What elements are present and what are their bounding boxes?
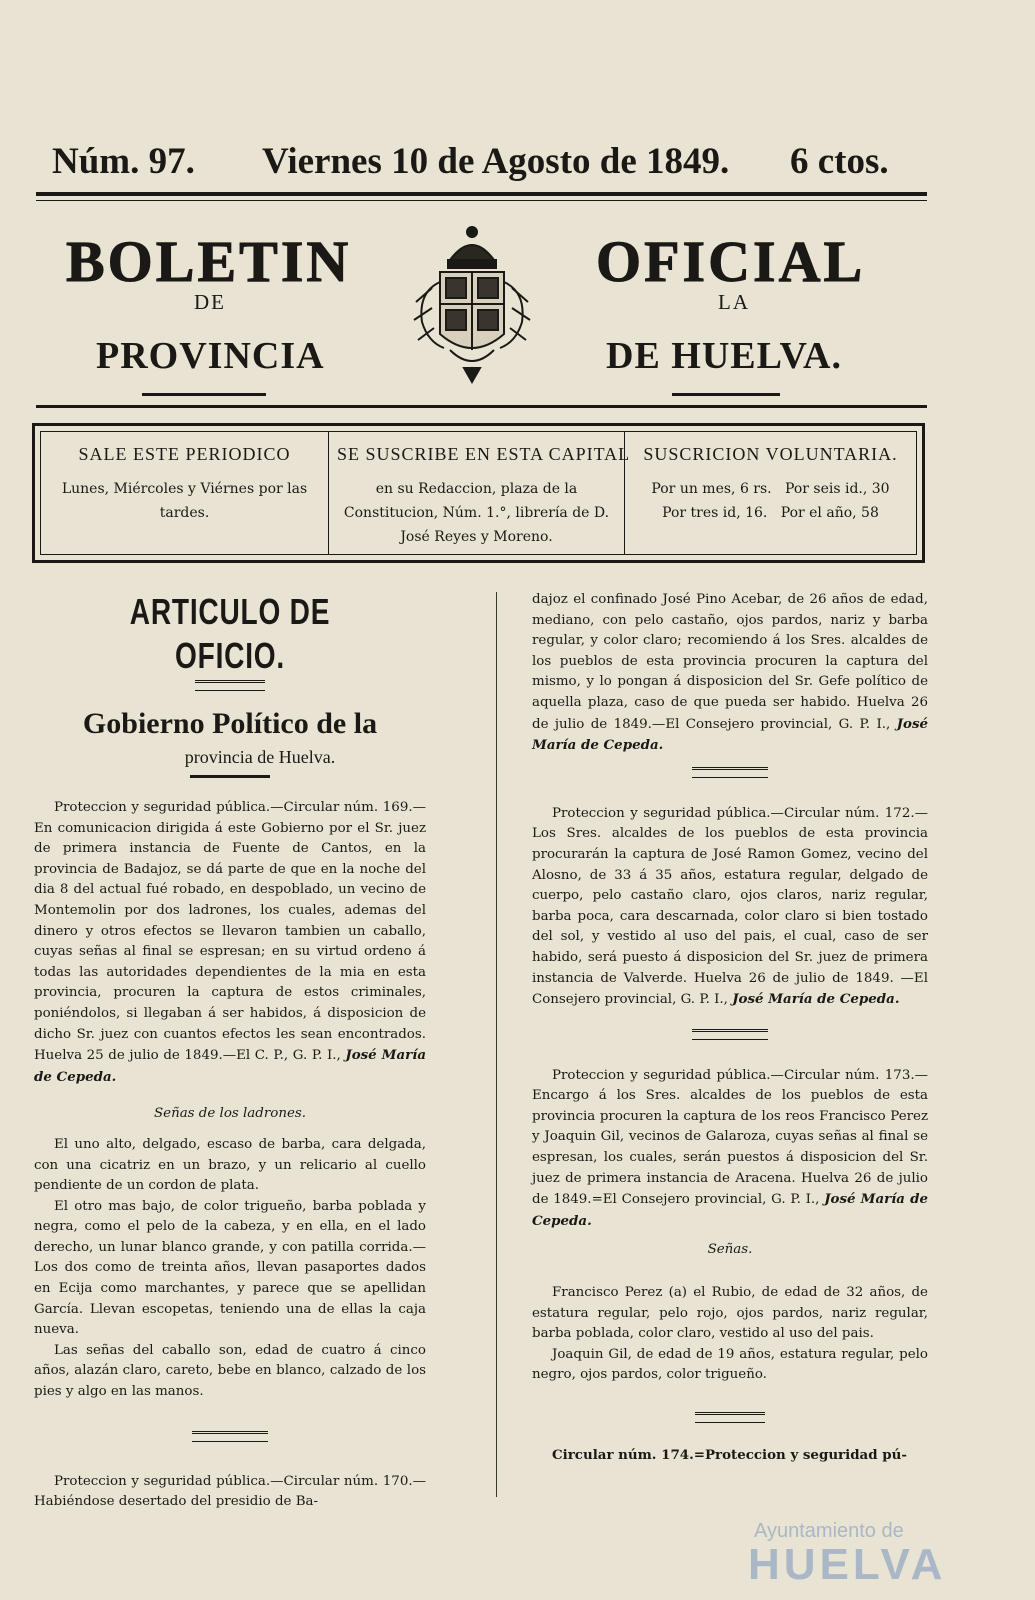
watermark-line2: HUELVA [748,1540,947,1589]
right-column [532,590,928,1466]
circular-170: Proteccion y seguridad pública.—Circular núm. 170.—Habiéndose desertado del presidio de Ba- [34,1473,426,1510]
info-prices-title: SUSCRICION VOLUNTARIA. [643,444,898,464]
senas-title: Señas. [707,1242,753,1258]
info-prices-row2: Por tres id, 16. Por el año, 58 [662,505,879,521]
info-cell-schedule [41,432,328,554]
circular-173-text: Proteccion y seguridad pública.—Circular núm. 173.—Encargo á los Sres. alcaldes de los pueblos de esta provincia procuren la captura de los reos Francisco Perez y Joaquin Gil, vecinos de Galaroza, cuyas señas al final se espresan, los cuales, serán puestos á disposicion del Sr. juez de primera instancia de Aracena. Huelva 26 de julio de 1849.=El Consejero provincial, G. P. I., [532,1067,928,1208]
circular-169 [34,798,426,1088]
info-cell-prices [624,432,916,554]
senas-gil: Joaquin Gil, de edad de 19 años, estatura regular, pelo negro, ojos pardos, color trigueño. [532,1346,928,1383]
senas-caballo: Las señas del caballo son, edad de cuatro á cinco años, alazán claro, careto, bebe en blanco, calzado de los pies y algo en las manos. [34,1342,426,1400]
senas-ladron-1: El uno alto, delgado, escaso de barba, cara delgada, con una cicatriz en un brazo, y un relicario al cuello pendiente de un cordon de plata. [34,1136,426,1194]
circular-174: Circular núm. 174.=Proteccion y seguridad pú- [552,1447,907,1463]
left-column [34,590,426,1513]
issue-date: Viernes 10 de Agosto de 1849. [262,141,730,182]
column-divider [496,592,497,1497]
section-title: ARTICULO DE OFICIO. [129,591,331,676]
watermark [748,1520,946,1588]
info-schedule-text: Lunes, Miércoles y Viérnes por las tardes. [61,481,308,521]
masthead-de-huelva: DE HUELVA. [606,335,842,377]
masthead-de: DE [194,290,226,314]
circular-172-text: Proteccion y seguridad pública.—Circular núm. 172.—Los Sres. alcaldes de los pueblos de esta provincia procurarán la captura de José Ramon Gomez, vecino del Alosno, de 33 á 35 años, estatura regular, delgado de cuerpo, pelo castaño claro, ojos claros, nariz regular, barba poca, cara descarnada, color claro si bien tostado del sol, y vestido al uso del pais, el cual, caso de ser habido, será puesto á disposicion del Sr. juez de primera instancia de Valverde. Huelva 26 de julio de 1849. —El Consejero provincial, G. P. I., [532,805,928,1008]
circular-173-signature: José María de Cepeda. [532,1191,928,1229]
circular-172 [532,804,928,1011]
header-rule-thick [36,192,927,196]
masthead-la: LA [718,290,750,314]
watermark-line1: Ayuntamiento de [754,1520,904,1542]
circular-169-signature: José María de Cepeda. [34,1047,426,1085]
subscription-box-inner [40,431,917,555]
issue-number: Núm. 97. [52,141,195,182]
gov-title: Gobierno Político de la [82,707,378,740]
masthead-boletin: BOLETIN [66,229,352,294]
issue-price: 6 ctos. [790,141,889,182]
info-subscribe-title: SE SUSCRIBE EN ESTA CAPITAL [337,444,631,464]
ornament [692,767,768,778]
info-cell-subscribe [328,432,631,554]
senas-perez: Francisco Perez (a) el Rubio, de edad de 32 años, de estatura regular, pelo rojo, ojos pardos, nariz regular, barba poblada, color claro, vestido al uso del pais. [532,1285,928,1342]
circular-170-cont [532,590,928,757]
ornament [190,775,270,780]
coat-of-arms-icon [410,222,534,390]
masthead-underbar-left [142,393,266,396]
gov-subtitle: provincia de Huelva. [184,747,336,767]
ornament [692,1029,768,1040]
circular-170-signature: José María de Cepeda. [532,715,928,754]
info-prices-row1: Por un mes, 6 rs. Por seis id., 30 [651,481,890,497]
ornament [195,680,265,691]
info-schedule-title: SALE ESTE PERIODICO [78,444,291,464]
circular-173 [532,1066,928,1233]
circular-169-text: Proteccion y seguridad pública.—Circular núm. 169.—En comunicacion dirigida á este Gobierno por el Sr. juez de primera instancia de Fuente de Cantos, en la provincia de Badajoz, se dá parte de que en la noche del dia 8 del actual fué robado, en despoblado, un vecino de Montemolin por dos ladrones, los cuales, ademas del dinero y otros efectos se llevaron tambien un caballo, cuyas señas al final se espresan; en su virtud ordeno á todas las autoridades dependientes de la mia en esta provincia, procuren la captura de estos criminales, poniéndolos, si llegaban á ser habidos, á disposicion de dicho Sr. juez con cuantos efectos les sean encontrados. Huelva 25 de julio de 1849.—El C. P., G. P. I., [34,800,426,1064]
senas-ladrones-title: Señas de los ladrones. [153,1106,307,1122]
circular-172-signature: José María de Cepeda. [732,991,900,1008]
masthead-underbar-right [672,393,780,396]
senas-ladron-2: El otro mas bajo, de color trigueño, barba poblada y negra, como el pelo de la cabeza, y en ella, en el lado derecho, un lunar blanco grande, y con patilla corrida.—Los dos como de treinta años, llevan pasaportes dados en Ecija como marchantes, y parece que se apellidan García. Llevan escopetas, teniendo una de ellas la caja nueva. [34,1198,426,1338]
ornament [695,1412,765,1423]
masthead-oficial: OFICIAL [596,229,866,294]
ornament [192,1431,268,1442]
masthead-rule [36,405,927,408]
header-rule-thin [36,200,927,201]
circular-170-text: dajoz el confinado José Pino Acebar, de 26 años de edad, mediano, con pelo castaño, ojos pardos, nariz y barba regular, y color claro; recomiendo á los Sres. alcaldes de los pueblos de esta provincia procuren la captura del mismo, y lo pongan á disposicion del Sr. Gefe político de aquella plaza, caso de que pueda ser habido. Huelva 26 de julio de 1849.—El Consejero provincial, G. P. I., [532,592,928,732]
info-subscribe-text: en su Redaccion, plaza de la Constitucion, Núm. 1.°, librería de D. José Reyes y Moreno. [343,481,610,545]
masthead-provincia: PROVINCIA [96,335,325,377]
subscription-box [32,423,925,563]
